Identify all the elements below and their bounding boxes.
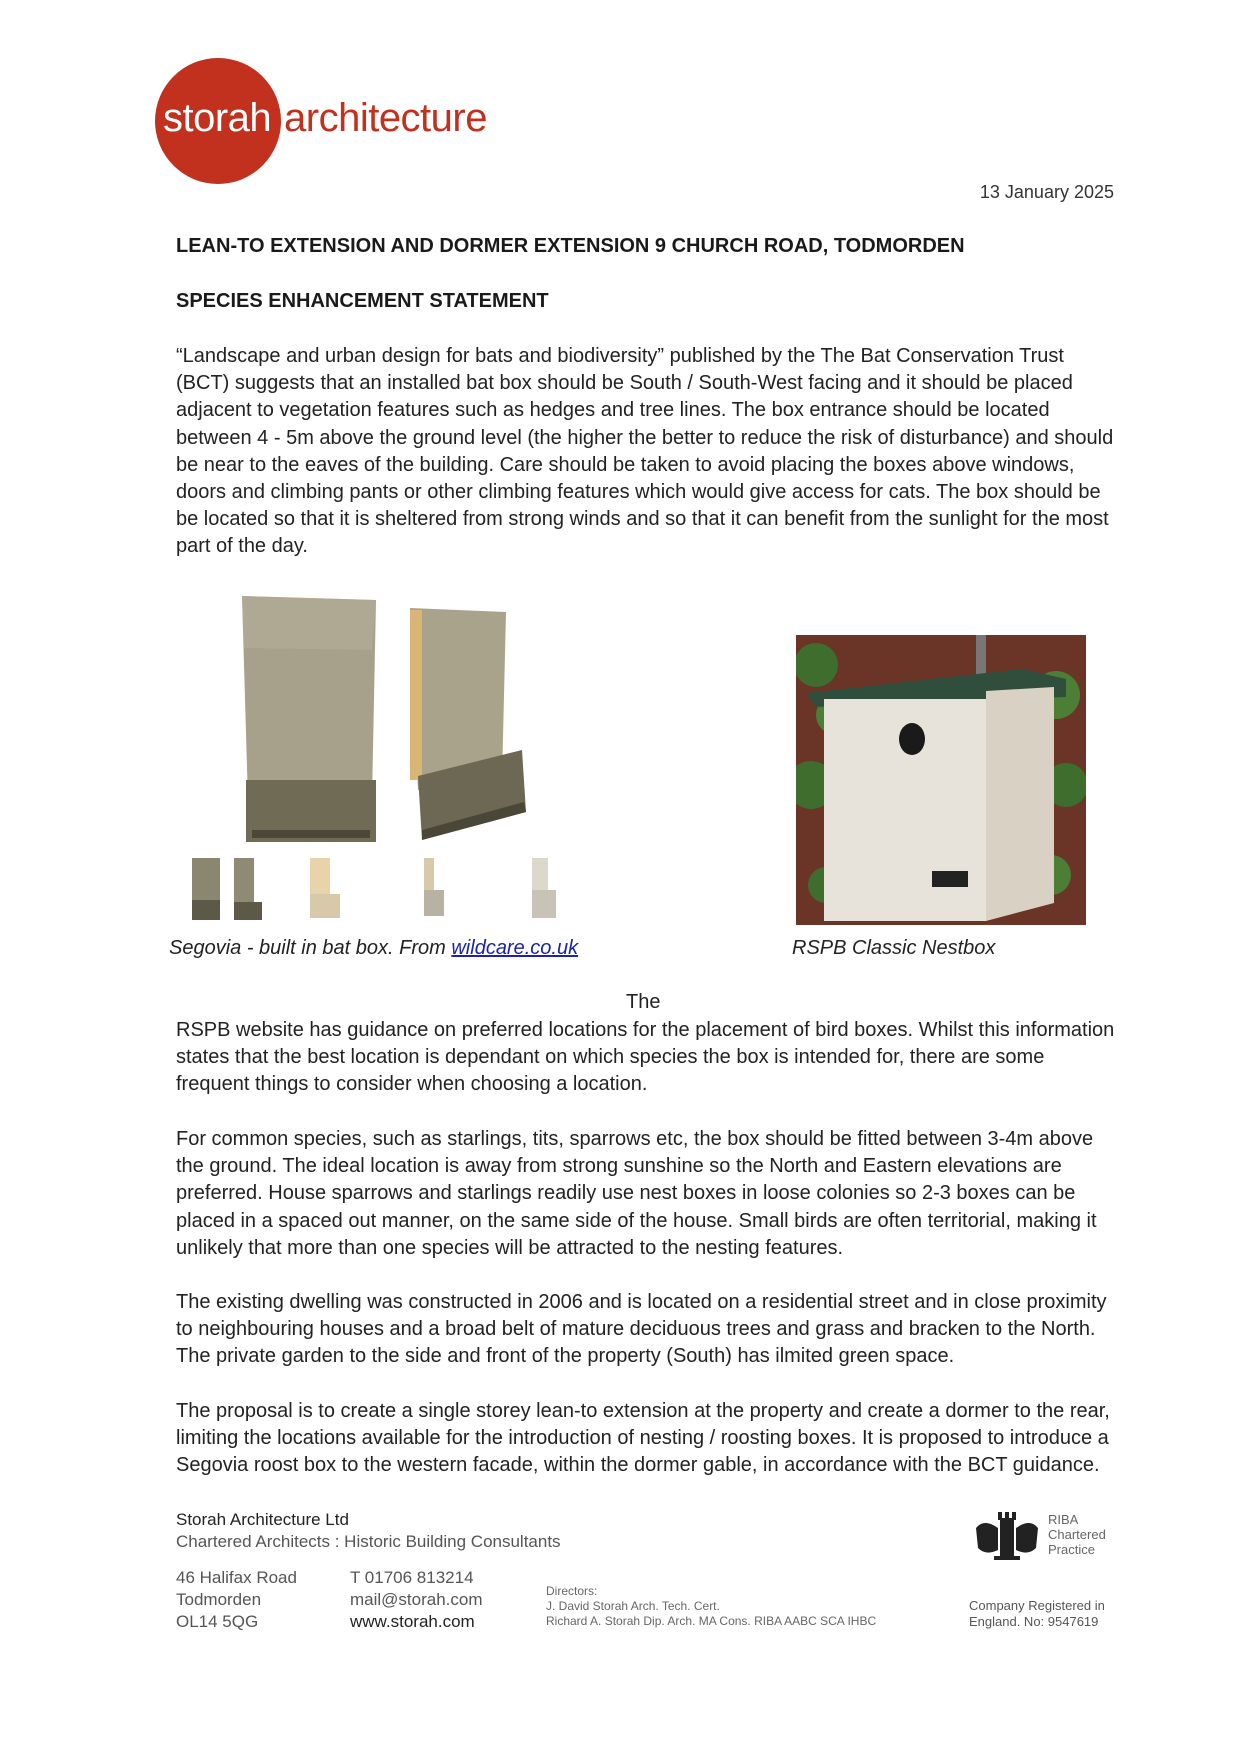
wildcare-link[interactable]: wildcare.co.uk (451, 937, 579, 959)
footer-company-name: Storah Architecture Ltd (176, 1510, 349, 1529)
riba-chartered-practice (1048, 1512, 1106, 1557)
species-paragraph: For common species, such as starlings, tits, sparrows etc, the box should be fitted between 3-4m above the ground. The ideal location is away from strong sunshine so the North and Eastern elevations are preferred. House sparrows and starlings readily use nest boxes in loose colonies so 2-3 boxes can be placed in a spaced out manner, on the same side of the house. Small birds are often territorial, making it unlikely that more than one species will be attracted to the nesting features. (176, 1128, 1097, 1259)
director-line: J. David Storah Arch. Tech. Cert. (546, 1599, 720, 1613)
nestbox-caption: RSPB Classic Nestbox (792, 937, 996, 959)
rspb-nestbox-image (796, 635, 1086, 925)
riba-line: Practice (1048, 1542, 1095, 1557)
footer-registration (969, 1598, 1105, 1630)
address-line: 46 Halifax Road (176, 1568, 297, 1587)
registration-line: England. No: 9547619 (969, 1614, 1099, 1629)
logo-wordmark-storah: storah (163, 96, 272, 140)
batbox-caption-text: Segovia - built in bat box. From (169, 937, 452, 959)
batbox-caption (169, 937, 578, 960)
letter-date: 13 January 2025 (979, 182, 1114, 202)
riba-line: RIBA (1048, 1512, 1079, 1527)
footer-phone: T 01706 813214 (350, 1568, 474, 1587)
segovia-bat-box-image (186, 590, 606, 930)
proposal-paragraph: The proposal is to create a single storey lean-to extension at the property and create a dormer to the rear, limiting the locations available for the introduction of nesting / roosting boxes. It is proposed to introduce a Segovia roost box to the western facade, within the dormer gable, in accordance with the BCT guidance. (176, 1400, 1110, 1477)
footer-website[interactable]: www.storah.com (350, 1612, 475, 1631)
address-line: Todmorden (176, 1590, 262, 1609)
project-heading: LEAN-TO EXTENSION AND DORMER EXTENSION 9 CHURCH ROAD, TODMORDEN (176, 235, 965, 257)
the-word: The (626, 991, 661, 1013)
riba-line: Chartered (1048, 1527, 1106, 1542)
rspb-paragraph: RSPB website has guidance on preferred locations for the placement of bird boxes. Whilst this information states that the best location is dependant on which species the box is intended for, there are some frequent things to consider when choosing a location. (176, 1019, 1115, 1096)
footer-email[interactable]: mail@storah.com (350, 1590, 483, 1609)
footer-directors (546, 1584, 876, 1629)
riba-lions-icon (972, 1510, 1042, 1562)
statement-heading: SPECIES ENHANCEMENT STATEMENT (176, 290, 549, 312)
footer-address (176, 1567, 297, 1633)
footer-contact (350, 1567, 483, 1633)
footer-tagline: Chartered Architects : Historic Building Consultants (176, 1532, 561, 1551)
bct-paragraph: “Landscape and urban design for bats and biodiversity” published by the The Bat Conservation Trust (BCT) suggests that an installed bat box should be South / South-West facing and it should be placed adjacent to vegetation features such as hedges and tree lines. The box entrance should be located between 4 - 5m above the ground level (the higher the better to reduce the risk of disturbance) and should be near to the eaves of the building. Care should be taken to avoid placing the boxes above windows, doors and climbing pants or other climbing features which would give access for cats. The box should be be located so that it is sheltered from strong winds and so that it can benefit from the sunlight for the most part of the day. (176, 345, 1114, 558)
director-line: Richard A. Storah Dip. Arch. MA Cons. RIBA AABC SCA IHBC (546, 1614, 877, 1628)
logo-wordmark-architecture: architecture (284, 96, 487, 140)
directors-label: Directors: (546, 1584, 598, 1598)
address-line: OL14 5QG (176, 1612, 259, 1631)
registration-line: Company Registered in (969, 1598, 1105, 1613)
existing-paragraph: The existing dwelling was constructed in 2006 and is located on a residential street and in close proximity to neighbouring houses and a broad belt of mature deciduous trees and grass and bracken to the North. The private garden to the side and front of the property (South) has ilmited green space. (176, 1291, 1107, 1368)
